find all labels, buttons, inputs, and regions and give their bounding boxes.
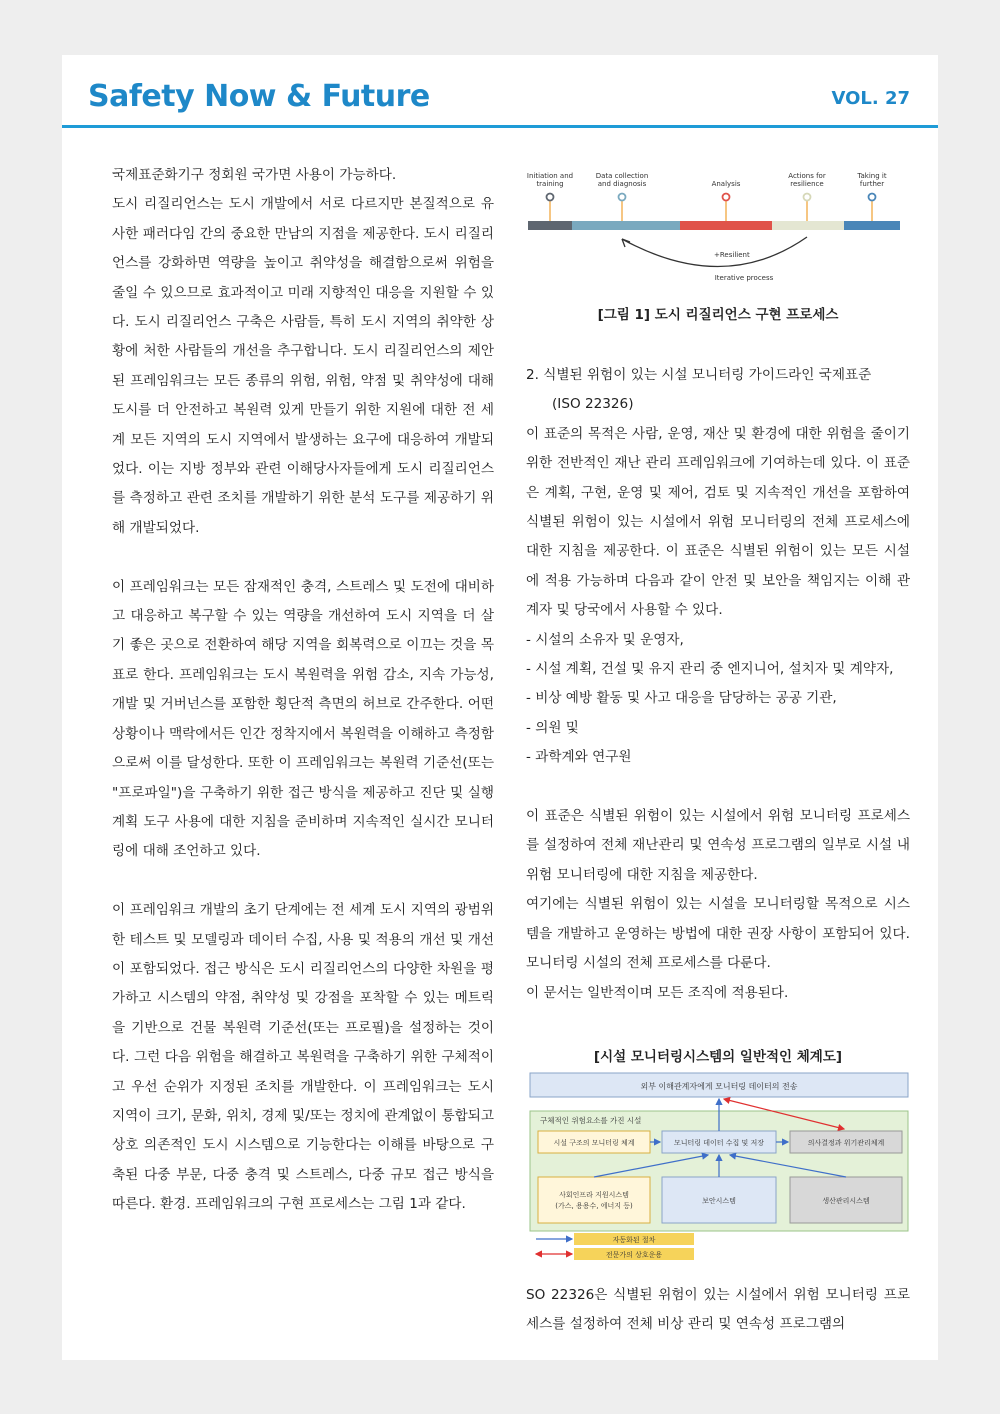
stage-bar: [680, 221, 772, 230]
list-item: - 시설의 소유자 및 운영자,: [526, 631, 684, 648]
section-heading-iso: (ISO 22326): [552, 396, 634, 413]
security-label: 보안시스템: [702, 1197, 736, 1205]
stage-label: training: [536, 180, 564, 188]
top-box-label: 외부 이해관계자에게 모니터링 데이터의 전송: [640, 1082, 798, 1091]
infra-sublabel: (가스, 용용수, 에너지 등): [555, 1202, 633, 1210]
right-column-bottom: [526, 1281, 910, 1340]
paragraph: 도시 리질리언스는 도시 개발에서 서로 다르지만 본질적으로 유사한 패러다임 간의 중요한 만남의 지점을 제공한다. 도시 리질리언스를 강화하면 역량을 높이고 취약성을 해결함으로써 위험을 줄일 수 있으므로 효과적이고 미래 지향적인 대응을 지원할 수 있다. 도시 리질리언스 구축은 사람들, 특히 도시 지역의 취약한 상황에 처한 사람들의 개선을 추구합니다. 도시 리질리언스의 제안된 프레임워크는 모든 종류의 위험, 위험, 약점 및 취약성에 대해 도시를 더 안전하고 복원력 있게 만들기 위한 지원에 대한 전 세계 모든 지역의 도시 지역에서 발생하는 요구에 대응하여 개발되었다. 이는 지방 정부와 관련 이해당사자들에게 도시 리질리언스를 측정하고 관련 조치를 개발하기 위한 분석 도구를 제공하기 위해 개발되었다.: [112, 196, 494, 536]
right-column: [526, 361, 910, 1008]
stage-marker: [869, 194, 876, 201]
stage-bar: [528, 221, 572, 230]
legend-auto-label: 자동화된 절차: [612, 1236, 656, 1244]
paragraph: 여기에는 식별된 위험이 있는 시설을 모니터링할 목적으로 시스템을 개발하고 운영하는 방법에 대한 권장 사항이 포함되어 있다. 모니터링 시설의 전체 프로세스를 다룬다.: [526, 896, 910, 972]
stage-label: and diagnosis: [597, 180, 647, 188]
stage-bar: [772, 221, 844, 230]
paragraph: 이 표준은 식별된 위험이 있는 시설에서 위험 모니터링 프로세스를 설정하여 전체 재난관리 및 연속성 프로그램의 일부로 시설 내 위험 모니터링에 대한 지침을 제공한다.: [526, 808, 910, 883]
stage-label: Analysis: [711, 180, 741, 188]
stage-marker: [547, 194, 554, 201]
paragraph: SO 22326은 식별된 위험이 있는 시설에서 위험 모니터링 프로세스를 설정하여 전체 비상 관리 및 연속성 프로그램의: [526, 1287, 910, 1333]
stage-pin: [550, 201, 872, 221]
list-item: - 의원 및: [526, 719, 579, 736]
facility-group-label: 구체적인 위험요소를 가진 시설: [540, 1116, 642, 1125]
legend-expert-label: 전문가의 상호운용: [605, 1251, 663, 1259]
paragraph: 이 프레임워크 개발의 초기 단계에는 전 세계 도시 지역의 광범위한 테스트 및 모델링과 데이터 수집, 사용 및 적용의 개선 및 개선이 포함되었다. 접근 방식은 도시 리질리언스의 다양한 차원을 평가하고 시스템의 약점, 취약성 및 강점을 포착할 수 있는 메트릭을 기반으로 건물 복원력 기준선(또는 프로필)을 설정하는 것이다. 그런 다음 위험을 해결하고 복원력을 구축하기 위한 구체적이고 우선 순위가 지정된 조치를 개발한다. 이 프레임워크는 도시 지역이 크기, 문화, 위치, 경제 및/또는 정치에 관계없이 통합되고 상호 의존적인 도시 시스템으로 기능한다는 이해를 바탕으로 구축된 다중 부문, 다중 충격 및 스트레스, 다중 규모 접근 방식을 따른다. 환경. 프레임워크의 구현 프로세스는 그림 1과 같다.: [112, 902, 494, 1213]
stage-label: resilience: [790, 180, 824, 188]
stage-marker: [804, 194, 811, 201]
stage-marker: [723, 194, 730, 201]
stage-label: Data collection: [595, 172, 649, 180]
iterative-process-label: Iterative process: [714, 274, 774, 282]
paragraph: 이 표준의 목적은 사람, 운영, 재산 및 환경에 대한 위험을 줄이기 위한 전반적인 재난 관리 프레임워크에 기여하는데 있다. 이 표준은 계획, 구현, 운영 및 제어, 검토 및 지속적인 개선을 포함하여 식별된 위험이 있는 시설에서 위험 모니터링의 전체 프로세스에 대한 지침을 제공한다. 이 표준은 식별된 위험이 있는 모든 시설에 적용 가능하며 다음과 같이 안전 및 보안을 책임지는 이해 관계자 및 당국에서 사용할 수 있다.: [526, 425, 910, 619]
stage-marker: [619, 194, 626, 201]
stage-label: further: [859, 180, 885, 188]
monitoring-system-diagram: [528, 1071, 910, 1267]
left-column: [112, 161, 494, 1220]
production-label: 생산관리시스템: [822, 1197, 870, 1205]
stage-label: Actions for: [788, 172, 826, 180]
section-heading: 2. 식별된 위험이 있는 시설 모니터링 가이드라인 국제표준: [526, 367, 872, 383]
volume-label: VOL. 27: [831, 88, 910, 109]
document-page: [62, 55, 938, 1360]
stage-label: Taking it: [857, 172, 887, 180]
paragraph: 이 프레임워크는 모든 잠재적인 충격, 스트레스 및 도전에 대비하고 대응하고 복구할 수 있는 역량을 개선하여 도시 지역을 더 살기 좋은 곳으로 전환하여 해당 지역을 회복력으로 이끄는 것을 목표로 한다. 프레임워크는 도시 복원력을 위험 감소, 지속 가능성, 개발 및 거버넌스를 포함한 횡단적 측면의 허브로 간주한다. 어떤 상황이나 맥락에서든 인간 정착지에서 복원력을 이해하고 측정함으로써 이를 달성한다. 또한 이 프레임워크는 복원력 기준선(또는 "프로파일")을 구축하기 위한 접근 방식을 제공하고 진단 및 실행 계획 도구 사용에 대한 지침을 준비하며 지속적인 실시간 모니터링에 대해 조언하고 있다.: [112, 578, 494, 860]
paragraph: 이 문서는 일반적이며 모든 조직에 적용된다.: [526, 984, 789, 1001]
masthead-title: Safety Now & Future: [88, 79, 430, 114]
paragraph: 국제표준화기구 정회원 국가면 사용이 가능하다.: [112, 167, 397, 183]
resilient-label: +Resilient: [714, 251, 750, 259]
infra-label: 사회인프라 지원시스템: [559, 1191, 629, 1199]
list-item: - 시설 계획, 건설 및 유지 관리 중 엔지니어, 설치자 및 계약자,: [526, 661, 894, 678]
decision-label: 의사결정과 위기관리체계: [807, 1139, 885, 1147]
header-rule: [62, 125, 938, 128]
figure2-title: [시설 모니터링시스템의 일반적인 체계도]: [593, 1049, 843, 1065]
stage-bar: [844, 221, 900, 230]
stage-label: Initiation and: [526, 172, 574, 180]
figure1-caption: [그림 1] 도시 리질리언스 구현 프로세스: [597, 307, 839, 323]
list-item: - 과학계와 연구원: [526, 749, 632, 766]
data-collection-label: 모니터링 데이터 수집 및 저장: [673, 1139, 765, 1147]
stage-bar: [572, 221, 680, 230]
list-item: - 비상 예방 활동 및 사고 대응을 담당하는 공공 기관,: [526, 690, 837, 707]
infra-box: [538, 1177, 650, 1223]
resilience-process-figure: [524, 167, 904, 287]
structure-monitoring-label: 시설 구조의 모니터링 체계: [553, 1139, 635, 1147]
